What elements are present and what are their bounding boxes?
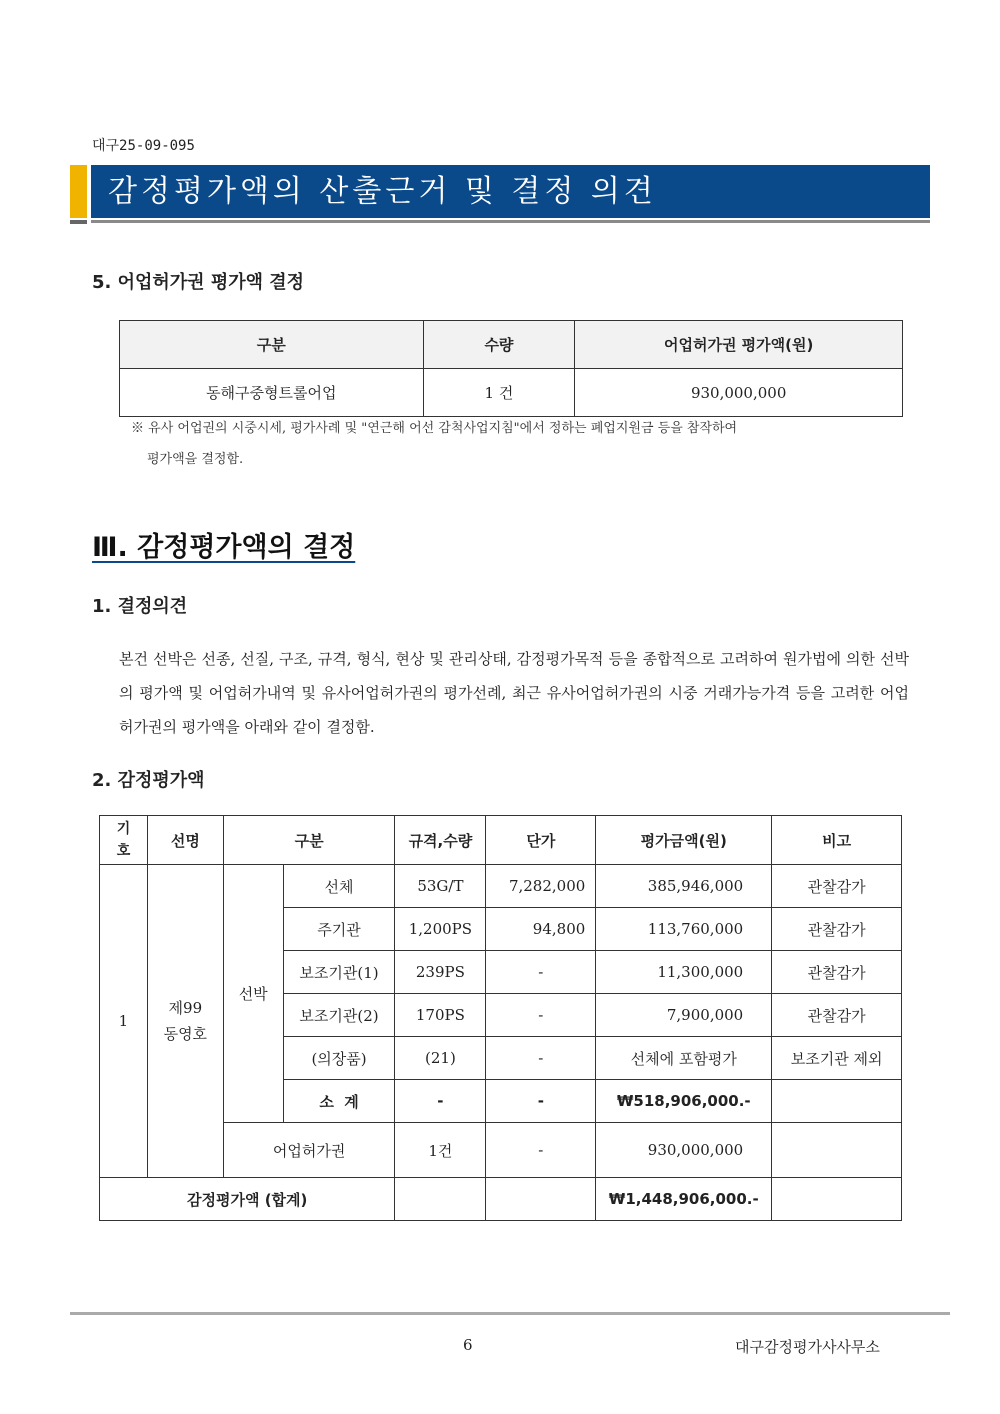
cell-item: 선체 — [283, 865, 395, 908]
cell-quantity: 1 건 — [423, 369, 575, 417]
table-row — [100, 865, 902, 908]
cell-total-unit — [486, 1178, 596, 1221]
cell-ship-group: 선박 — [223, 865, 283, 1123]
header-category: 구분 — [223, 816, 395, 865]
cell-total-label: 감정평가액 (합계) — [100, 1178, 395, 1221]
appraisal-table — [99, 815, 902, 1221]
cell-license-remark — [772, 1123, 902, 1178]
cell-total-amount: ₩1,448,906,000.- — [596, 1178, 772, 1221]
cell-no: 1 — [100, 865, 148, 1178]
cell-spec: (21) — [395, 1037, 486, 1080]
total-row — [100, 1178, 902, 1221]
appraisal-value-heading: 2. 감정평가액 — [92, 770, 205, 791]
cell-unit-price: - — [486, 994, 596, 1037]
table-header-row — [120, 321, 903, 369]
cell-item: 보조기관(1) — [283, 951, 395, 994]
cell-license-spec: 1건 — [395, 1123, 486, 1178]
cell-remark: 관찰감가 — [772, 865, 902, 908]
cell-remark: 관찰감가 — [772, 951, 902, 994]
table-header-row — [100, 816, 902, 865]
banner-accent-bar — [70, 165, 87, 218]
page-number: 6 — [463, 1336, 473, 1354]
header-no — [100, 816, 148, 865]
cell-item: 주기관 — [283, 908, 395, 951]
header-license-value: 어업허가권 평가액(원) — [575, 321, 903, 369]
cell-unit-price: 7,282,000 — [486, 865, 596, 908]
section3-heading: Ⅲ. 감정평가액의 결정 — [92, 532, 356, 563]
document-number: 대구25-09-095 — [92, 138, 195, 154]
cell-remark: 보조기관 제외 — [772, 1037, 902, 1080]
cell-item: 보조기관(2) — [283, 994, 395, 1037]
header-spec: 규격,수량 — [395, 816, 486, 865]
cell-subtotal-amount: ₩518,906,000.- — [596, 1080, 772, 1123]
cell-spec: 170PS — [395, 994, 486, 1037]
cell-remark: 관찰감가 — [772, 994, 902, 1037]
section5-heading: 5. 어업허가권 평가액 결정 — [92, 272, 305, 293]
cell-value: 930,000,000 — [575, 369, 903, 417]
header-unit-price: 단가 — [486, 816, 596, 865]
banner-underline — [91, 220, 930, 223]
table-row — [120, 369, 903, 417]
header-amount: 평가금액(원) — [596, 816, 772, 865]
cell-total-remark — [772, 1178, 902, 1221]
cell-spec: 53G/T — [395, 865, 486, 908]
cell-spec: 239PS — [395, 951, 486, 994]
header-category: 구분 — [120, 321, 424, 369]
header-ship: 선명 — [147, 816, 223, 865]
note-line-1: ※ 유사 어업권의 시중시세, 평가사례 및 "연근해 어선 감척사업지침"에서 정하는 폐업지원금 등을 참작하여 — [131, 421, 738, 436]
cell-spec: 1,200PS — [395, 908, 486, 951]
license-value-table — [119, 320, 903, 417]
cell-item: (의장품) — [283, 1037, 395, 1080]
cell-unit-price: - — [486, 951, 596, 994]
cell-subtotal-remark — [772, 1080, 902, 1123]
cell-amount: 7,900,000 — [596, 994, 772, 1037]
ship-name-line2: 동영호 — [163, 1025, 208, 1043]
cell-amount: 선체에 포함평가 — [596, 1037, 772, 1080]
header-remark: 비고 — [772, 816, 902, 865]
cell-subtotal-label: 소 계 — [283, 1080, 395, 1123]
cell-license-label: 어업허가권 — [223, 1123, 395, 1178]
cell-subtotal-unit: - — [486, 1080, 596, 1123]
cell-amount: 11,300,000 — [596, 951, 772, 994]
banner-underline-left — [70, 220, 87, 224]
office-name: 대구감정평가사사무소 — [735, 1338, 880, 1356]
banner-title: 감정평가액의 산출근거 및 결정 의견 — [108, 174, 657, 209]
header-no-label: 기호 — [116, 821, 131, 859]
decision-opinion-heading: 1. 결정의견 — [92, 596, 188, 617]
header-quantity: 수량 — [423, 321, 575, 369]
cell-unit-price: 94,800 — [486, 908, 596, 951]
note-line-2: 평가액을 결정함. — [147, 452, 244, 467]
cell-amount: 113,760,000 — [596, 908, 772, 951]
ship-name-line1: 제99 — [168, 999, 203, 1017]
cell-amount: 385,946,000 — [596, 865, 772, 908]
cell-subtotal-spec: - — [395, 1080, 486, 1123]
cell-category: 동해구중형트롤어업 — [120, 369, 424, 417]
cell-unit-price: - — [486, 1037, 596, 1080]
decision-paragraph: 본건 선박은 선종, 선질, 구조, 규격, 형식, 현상 및 관리상태, 감정평가목적 등을 종합적으로 고려하여 원가법에 의한 선박의 평가액 및 어업허가내역 및 유사어업허가권의 평가선례, 최근 유사어업허가권의 시중 거래가능가격 등을 고려한 어업허가권의 평가액을 아래와 같이 결정함. — [119, 650, 909, 736]
cell-license-amount: 930,000,000 — [596, 1123, 772, 1178]
footer-rule — [70, 1312, 950, 1315]
cell-ship-name — [147, 865, 223, 1178]
cell-total-spec — [395, 1178, 486, 1221]
cell-license-unit: - — [486, 1123, 596, 1178]
cell-remark: 관찰감가 — [772, 908, 902, 951]
